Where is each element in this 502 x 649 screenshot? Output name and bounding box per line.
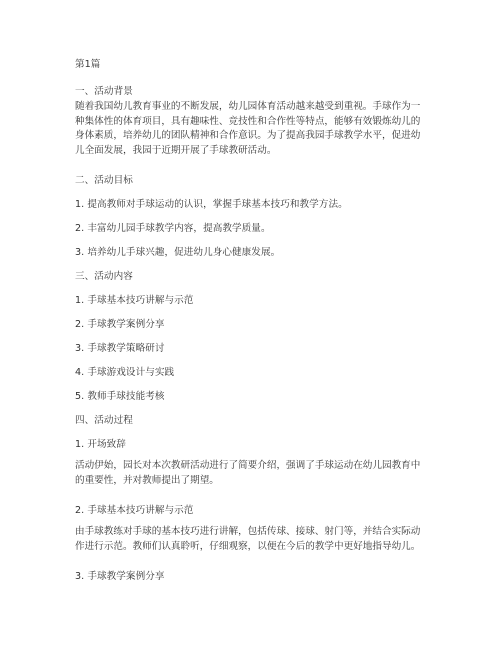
process-subheading: 3. 手球教学案例分享 xyxy=(75,571,165,582)
content-item: 1. 手球基本技巧讲解与示范 xyxy=(75,295,194,306)
paragraph-line: 由手球教练对手球的基本技巧进行讲解，包括传球、接球、射门等，并结合实际动 xyxy=(75,526,421,537)
process-subheading: 1. 开场致辞 xyxy=(75,439,126,450)
goal-item: 1. 提高教师对手球运动的认识，掌握手球基本技巧和教学方法。 xyxy=(75,199,348,210)
process-subheading: 2. 手球基本技巧讲解与示范 xyxy=(75,505,194,516)
paragraph-line: 作进行示范。教师们认真聆听，仔细观察，以便在今后的教学中更好地指导幼儿。 xyxy=(75,540,421,552)
content-item: 4. 手球游戏设计与实践 xyxy=(75,367,175,378)
background-paragraph xyxy=(75,100,430,158)
section-heading-process: 四、活动过程 xyxy=(75,415,133,426)
content-item: 5. 教师手球技能考核 xyxy=(75,391,165,402)
goal-item: 3. 培养幼儿手球兴趣，促进幼儿身心健康发展。 xyxy=(75,247,281,258)
section-heading-background: 一、活动背景 xyxy=(75,86,133,97)
section-heading-content: 三、活动内容 xyxy=(75,271,133,282)
goal-item: 2. 丰富幼儿园手球教学内容，提高教学质量。 xyxy=(75,223,271,234)
paragraph-line: 儿全面发展，我园于近期开展了手球教研活动。 xyxy=(75,144,277,156)
paragraph-line: 活动伊始，园长对本次教研活动进行了简要介绍，强调了手球运动在幼儿园教育中 xyxy=(75,460,421,471)
paragraph-line: 身体素质，培养幼儿的团队精神和合作意识。为了提高我园手球教学水平，促进幼 xyxy=(75,130,421,141)
part-title: 第1篇 xyxy=(75,59,101,70)
content-item: 3. 手球教学策略研讨 xyxy=(75,343,165,354)
section-heading-goals: 二、活动目标 xyxy=(75,175,133,186)
content-item: 2. 手球教学案例分享 xyxy=(75,319,165,330)
paragraph-line: 随着我国幼儿教育事业的不断发展，幼儿园体育活动越来越受到重视。手球作为一 xyxy=(75,101,421,112)
skills-paragraph xyxy=(75,525,430,554)
paragraph-line: 的重要性，并对教师提出了期望。 xyxy=(75,474,219,486)
paragraph-line: 种集体性的体育项目，具有趣味性、竞技性和合作性等特点，能够有效锻炼幼儿的 xyxy=(75,115,421,127)
opening-paragraph xyxy=(75,459,430,488)
